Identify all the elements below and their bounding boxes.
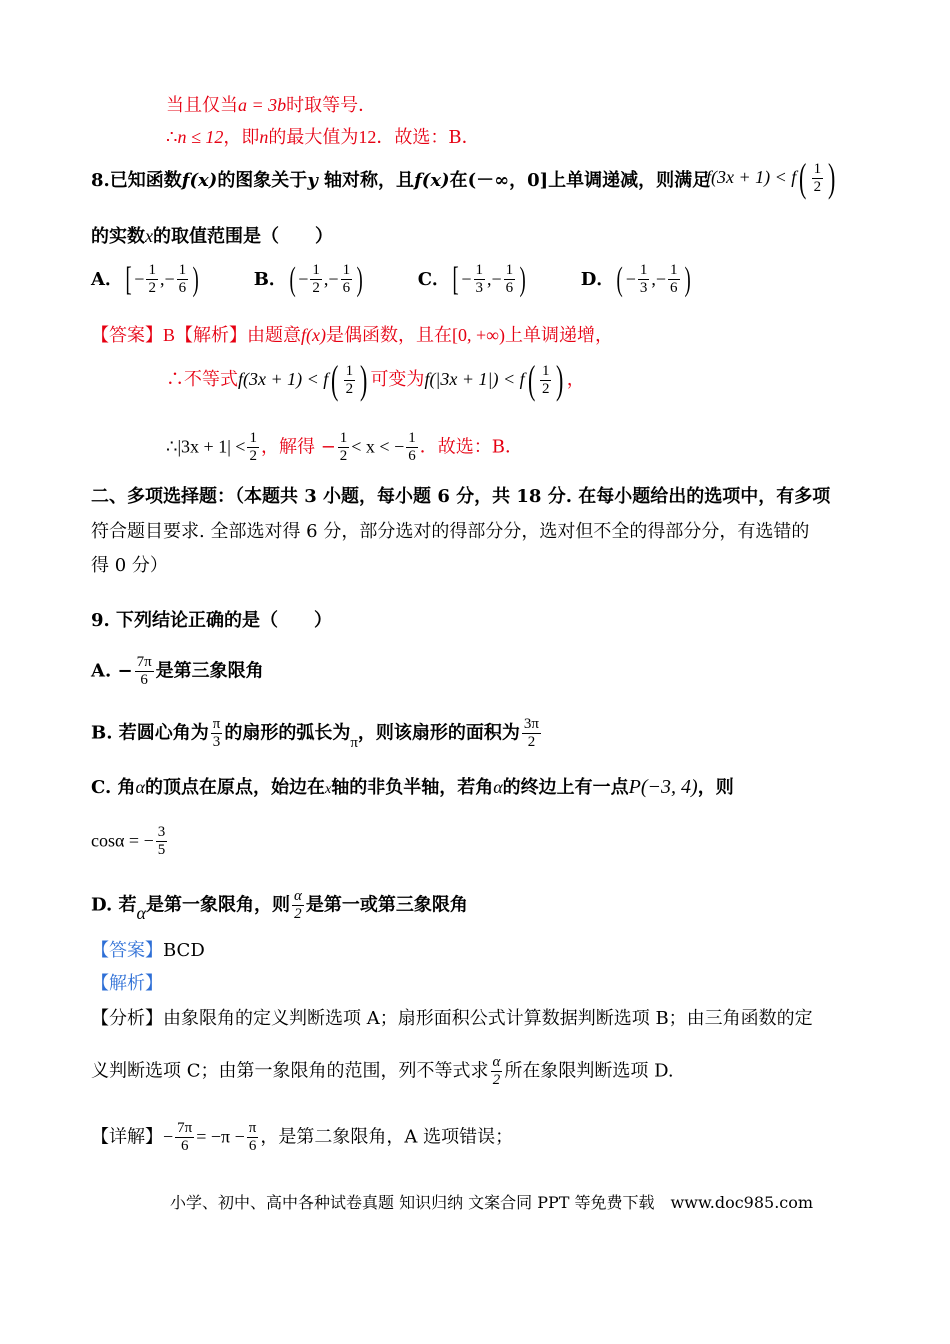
option-a: A．[ − $\frac{1}{2}$ ,− $\frac{1}{6}$ ) [91, 260, 199, 298]
q9-option-b [91, 716, 543, 751]
text: ，则该扇形的面积为 [357, 722, 520, 744]
math: x [145, 226, 153, 246]
text: 是第一或第三象限角 [305, 894, 468, 916]
text: ，则 [697, 777, 734, 798]
option-label: C． [417, 268, 451, 290]
denominator: 6 [140, 672, 148, 688]
numerator: α [293, 888, 302, 904]
numerator: 7π [177, 1120, 193, 1136]
text: 的终边上有一点 [502, 777, 629, 798]
text: 轴对称，且 [317, 170, 415, 191]
math: α [136, 902, 146, 923]
denominator: 6 [248, 1138, 257, 1154]
text: 轴的非负半轴，若角 [331, 777, 494, 798]
paren-left: ( [331, 357, 339, 402]
text: ， [566, 369, 585, 390]
denominator: 2 [541, 380, 550, 397]
text: 由题意 [247, 325, 302, 346]
denominator: 2 [249, 448, 257, 464]
numerator: 1 [475, 262, 483, 278]
answer-value: BCD [163, 940, 205, 961]
fraction [247, 1120, 259, 1155]
numerator: π [248, 1120, 257, 1136]
bracket: ) [192, 260, 199, 298]
fenxi-tag: 【分析】 [91, 1008, 163, 1029]
numerator: 1 [670, 262, 678, 278]
q9-analysis-tag [91, 971, 163, 997]
text: 由象限角的定义判断选项 A；扇形面积公式计算数据判断选项 B；由三角函数的定 [163, 1008, 813, 1029]
bracket: [ [452, 260, 459, 298]
q8-answer-line [91, 322, 613, 349]
text: B. 若圆心角为 [91, 722, 209, 744]
option-b: B．( − $\frac{1}{2}$ ,− $\frac{1}{6}$ ) [253, 260, 363, 298]
text: 时取等号． [286, 95, 377, 116]
text: ，即 [223, 127, 260, 148]
fraction [156, 824, 168, 859]
math: f(x) [301, 325, 326, 345]
fraction [135, 654, 154, 689]
denominator: 2 [148, 280, 156, 296]
numerator: 1 [249, 430, 257, 446]
denominator: 6 [505, 280, 514, 296]
denominator: 6 [670, 280, 678, 296]
answer-tag: 【答案】 [91, 325, 163, 346]
fraction [638, 262, 650, 297]
q9-option-c [91, 774, 734, 803]
text: 义判断选项 C；由第一象限角的范围，列不等式求 [91, 1060, 489, 1082]
denominator: 3 [475, 280, 483, 296]
math: ∴|3x + 1| < [166, 436, 246, 457]
math: < x < − [351, 436, 405, 457]
math: n [259, 127, 269, 147]
analysis-tag: 【解析】 [91, 973, 163, 994]
text: C. 角 [91, 777, 136, 798]
text: D. 若 [91, 894, 137, 916]
fraction [292, 888, 304, 923]
prev-line-1 [166, 92, 376, 119]
denominator: 6 [408, 448, 416, 464]
denominator: 2 [492, 1072, 501, 1088]
text: 所在象限判断选项 D. [504, 1060, 674, 1082]
fraction [668, 262, 680, 297]
denominator: 6 [342, 280, 351, 296]
paren-right: ) [828, 155, 836, 200]
q8-stem-2 [91, 223, 333, 250]
prev-line-2 [166, 124, 480, 151]
q9-fenxi-2 [91, 1054, 674, 1089]
denominator: 5 [157, 842, 166, 858]
math: P(−3, 4) [628, 776, 698, 798]
text: ∴ [166, 127, 178, 148]
numerator: 1 [505, 262, 514, 278]
text: 的图象关于 [217, 170, 308, 191]
text: 是偶函数，且在 [326, 325, 452, 346]
numerator: 1 [312, 262, 320, 278]
numerator: π [212, 716, 221, 732]
denominator: 6 [180, 1138, 189, 1154]
numerator: 1 [178, 262, 187, 278]
fraction [211, 716, 223, 751]
text: ．故选：B． [376, 127, 480, 148]
numerator: 3π [523, 716, 539, 732]
q9-option-c-2 [91, 824, 169, 859]
fraction [406, 430, 418, 465]
paren-right: ) [556, 357, 564, 402]
q9-stem [91, 608, 332, 634]
answer-tag: 【答案】 [91, 940, 163, 961]
fraction [175, 1120, 194, 1155]
numerator: 1 [639, 262, 648, 278]
text: 的最大值为 [268, 127, 359, 148]
fraction [491, 1054, 503, 1089]
numerator: 1 [342, 262, 351, 278]
math: f(3x + 1) < f [706, 167, 797, 187]
math: π [350, 734, 358, 751]
bracket: ) [519, 260, 526, 298]
xiangjie-tag: 【详解】 [91, 1126, 163, 1148]
math: [0, +∞) [452, 325, 505, 345]
math: 12 [358, 127, 377, 147]
q8-options [91, 262, 693, 297]
numerator: 1 [541, 362, 550, 379]
numerator: 1 [408, 430, 416, 446]
paren-left: ( [799, 155, 807, 200]
analysis-tag: 【解析】 [175, 325, 248, 346]
text: 是第三象限角 [155, 660, 264, 682]
numerator: 1 [339, 430, 348, 446]
math: cosα = − [91, 830, 154, 851]
denominator: 6 [178, 280, 187, 296]
fraction [247, 430, 259, 465]
option-label: A． [91, 268, 123, 290]
answer-value: B [163, 325, 176, 345]
option-label: D． [580, 268, 615, 290]
section-heading-3 [91, 553, 168, 579]
math: = −π − [196, 1126, 245, 1147]
text: 的取值范围是（ ） [153, 226, 333, 247]
denominator: 2 [294, 906, 302, 922]
numerator: 7π [136, 654, 152, 670]
denominator: 2 [527, 734, 536, 750]
text: ，解得 − [260, 436, 336, 458]
math: f(3x + 1) < f [238, 369, 329, 389]
text: 符合题目要求. 全部选对得 6 分，部分选对的得部分分，选对但不全的得部分分，有选错的 [91, 521, 810, 542]
paren-left: ( [527, 357, 535, 402]
bracket: ( [289, 260, 296, 298]
option-label: B． [253, 268, 287, 290]
denominator: 2 [312, 280, 320, 296]
q8-analysis-3 [166, 430, 523, 465]
text: 二、多项选择题：（本题共 3 小题，每小题 6 分，共 18 分. 在每小题给出的选项中，有多项 [91, 486, 831, 507]
fraction [310, 262, 322, 297]
fraction [540, 363, 552, 398]
math: f(|3x + 1|) < f [424, 369, 525, 389]
q9-answer [91, 938, 205, 964]
q9-option-a [91, 654, 264, 689]
fraction [812, 161, 824, 196]
math: n ≤ 12 [177, 127, 224, 147]
text: ．故选：B． [419, 436, 523, 458]
numerator: α [492, 1054, 501, 1070]
fraction [522, 716, 541, 751]
paren-right: ) [360, 357, 368, 402]
text: ，是第二象限角，A 选项错误； [260, 1126, 514, 1148]
text: 当且仅当 [166, 95, 238, 116]
option-label: A. − [91, 660, 133, 682]
math: f(x) [181, 170, 218, 191]
text: 可变为 [370, 369, 425, 390]
option-c: C．[ − $\frac{1}{3}$ ,− $\frac{1}{6}$ ) [417, 260, 526, 298]
denominator: 2 [813, 178, 822, 195]
fraction [177, 262, 189, 297]
numerator: 1 [345, 362, 354, 379]
math: − [163, 1126, 174, 1147]
fraction [146, 262, 158, 297]
math: f(x) [414, 170, 450, 191]
text: 的实数 [91, 226, 145, 247]
numerator: 1 [813, 160, 822, 177]
text: 9. 下列结论正确的是（ ） [91, 610, 333, 631]
numerator: 1 [148, 262, 156, 278]
fraction [338, 430, 350, 465]
denominator: 2 [345, 380, 354, 397]
text: 在(－∞，0]上单调递减，则满足 [449, 170, 711, 191]
fraction [504, 262, 516, 297]
bracket: ) [356, 260, 363, 298]
math: α [493, 777, 503, 797]
fraction [341, 262, 353, 297]
bracket: ) [684, 260, 691, 298]
q8-analysis-2 [166, 357, 585, 402]
option-d: D．( − $\frac{1}{3}$ ,− $\frac{1}{6}$ ) [580, 260, 691, 298]
math: α [135, 777, 145, 797]
page-footer: 小学、初中、高中各种试卷真题 知识归纳 文案合同 PPT 等免费下载 www.doc985.com [170, 1193, 814, 1212]
numerator: 3 [157, 824, 166, 840]
text: 得 0 分） [91, 555, 168, 576]
bracket: [ [125, 260, 132, 298]
text: 的顶点在原点，始边在 [145, 777, 325, 798]
section-heading-2 [91, 519, 809, 545]
q8-ineq [706, 155, 838, 200]
denominator: 3 [639, 280, 648, 296]
text: 是第一象限角，则 [145, 894, 290, 916]
bracket: ( [616, 260, 624, 298]
denominator: 3 [212, 734, 221, 750]
text: 8.已知函数 [91, 170, 182, 191]
fraction [344, 363, 356, 398]
fraction [474, 262, 486, 297]
q9-xiangjie [91, 1120, 513, 1155]
math: x [325, 782, 332, 797]
text: ∴不等式 [166, 369, 238, 390]
math: y [307, 170, 318, 191]
math: a = 3b [238, 95, 287, 115]
q9-fenxi [91, 1006, 813, 1032]
q8-stem [91, 168, 710, 194]
section-heading [91, 484, 830, 510]
text: 的扇形的弧长为 [224, 722, 351, 744]
denominator: 2 [339, 448, 348, 464]
q9-option-d [91, 888, 468, 923]
text: 上单调递增， [504, 325, 613, 346]
